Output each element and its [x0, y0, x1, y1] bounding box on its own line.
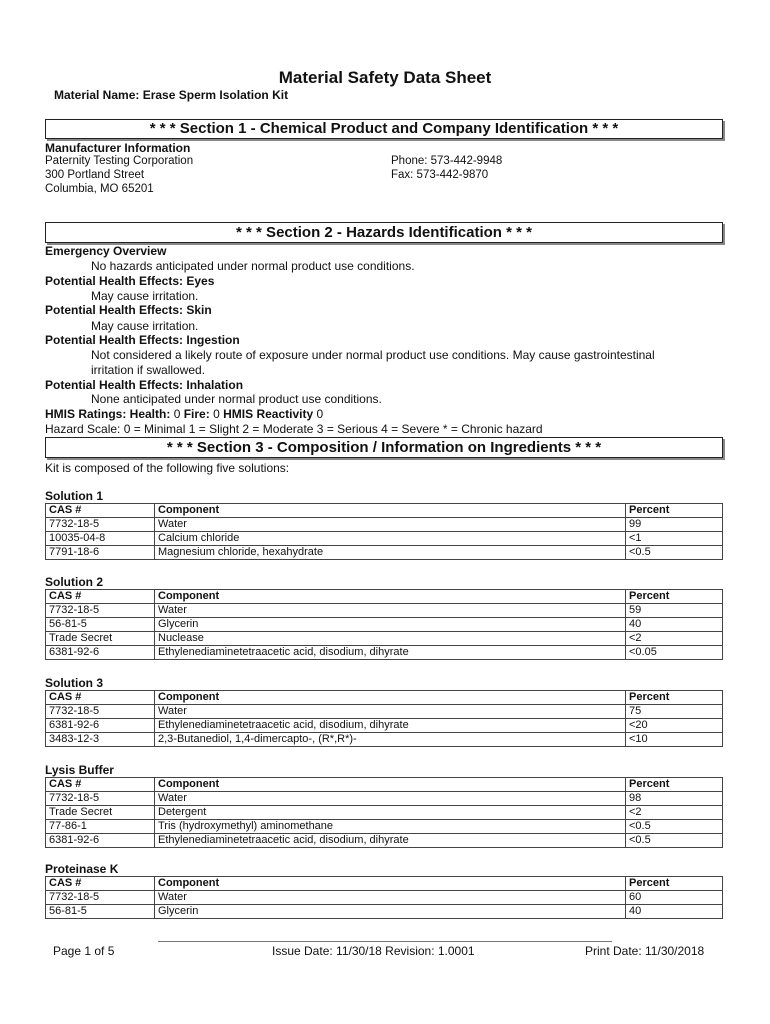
- company-city: Columbia, MO 65201: [45, 183, 154, 195]
- solution-title: Solution 3: [45, 676, 103, 690]
- component-cell: Tris (hydroxymethyl) aminomethane: [155, 820, 626, 834]
- component-cell: Ethylenediaminetetraacetic acid, disodium, dihyrate: [155, 719, 626, 733]
- percent-cell: 40: [626, 905, 723, 919]
- table-row: [46, 834, 723, 848]
- percent-header: Percent: [626, 778, 723, 792]
- cas-header: CAS #: [46, 504, 155, 518]
- cas-cell: Trade Secret: [46, 632, 155, 646]
- table-row: [46, 632, 723, 646]
- cas-header: CAS #: [46, 590, 155, 604]
- cas-cell: 3483-12-3: [46, 733, 155, 747]
- component-header: Component: [155, 590, 626, 604]
- cas-cell: Trade Secret: [46, 806, 155, 820]
- issue-date: Issue Date: 11/30/18 Revision: 1.0001: [272, 944, 475, 958]
- table-row: [46, 820, 723, 834]
- cas-cell: 7732-18-5: [46, 891, 155, 905]
- component-cell: Detergent: [155, 806, 626, 820]
- hmis-health-value: 0: [173, 407, 181, 421]
- percent-cell: <2: [626, 806, 723, 820]
- hmis-health-label: HMIS Ratings: Health:: [45, 407, 171, 421]
- table-row: [46, 905, 723, 919]
- table-header-row: [46, 877, 723, 891]
- hmis-fire-label: Fire:: [183, 407, 210, 421]
- cas-header: CAS #: [46, 691, 155, 705]
- composition-table: [45, 503, 723, 560]
- table-header-row: [46, 778, 723, 792]
- cas-header: CAS #: [46, 877, 155, 891]
- percent-cell: <1: [626, 532, 723, 546]
- cas-cell: 10035-04-8: [46, 532, 155, 546]
- percent-cell: 98: [626, 792, 723, 806]
- percent-cell: <20: [626, 719, 723, 733]
- inhalation-text: None anticipated under normal product use conditions.: [91, 392, 382, 406]
- percent-cell: <0.5: [626, 546, 723, 560]
- cas-cell: 77-86-1: [46, 820, 155, 834]
- component-header: Component: [155, 691, 626, 705]
- component-cell: 2,3-Butanediol, 1,4-dimercapto-, (R*,R*)-: [155, 733, 626, 747]
- hazard-scale: Hazard Scale: 0 = Minimal 1 = Slight 2 = Moderate 3 = Serious 4 = Severe * = Chronic hazard: [45, 422, 543, 436]
- footer-divider: [158, 941, 612, 942]
- company-fax: Fax: 573-442-9870: [391, 169, 489, 181]
- hmis-reactivity-value: 0: [316, 407, 324, 421]
- component-cell: Water: [155, 604, 626, 618]
- skin-label: Potential Health Effects: Skin: [45, 303, 212, 317]
- percent-cell: 75: [626, 705, 723, 719]
- component-header: Component: [155, 877, 626, 891]
- percent-cell: 60: [626, 891, 723, 905]
- percent-header: Percent: [626, 691, 723, 705]
- table-row: [46, 705, 723, 719]
- table-row: [46, 719, 723, 733]
- cas-cell: 7732-18-5: [46, 792, 155, 806]
- manufacturer-label: Manufacturer Information: [45, 141, 191, 155]
- page-number: Page 1 of 5: [53, 944, 115, 958]
- composition-table: [45, 876, 723, 919]
- company-name: Paternity Testing Corporation: [45, 155, 194, 167]
- eyes-text: May cause irritation.: [91, 289, 199, 303]
- cas-cell: 56-81-5: [46, 618, 155, 632]
- document-title: Material Safety Data Sheet: [278, 68, 492, 87]
- table-row: [46, 618, 723, 632]
- component-cell: Water: [155, 705, 626, 719]
- component-cell: Water: [155, 792, 626, 806]
- component-cell: Calcium chloride: [155, 532, 626, 546]
- section-2-heading: * * * Section 2 - Hazards Identification * * *: [45, 222, 723, 243]
- percent-cell: 40: [626, 618, 723, 632]
- percent-cell: 59: [626, 604, 723, 618]
- section-3-heading: * * * Section 3 - Composition / Information on Ingredients * * *: [45, 437, 723, 458]
- component-cell: Ethylenediaminetetraacetic acid, disodium, dihyrate: [155, 834, 626, 848]
- hmis-ratings: [45, 407, 323, 421]
- table-row: [46, 733, 723, 747]
- cas-cell: 7732-18-5: [46, 518, 155, 532]
- cas-cell: 7732-18-5: [46, 705, 155, 719]
- component-header: Component: [155, 778, 626, 792]
- table-row: [46, 646, 723, 660]
- company-phone: Phone: 573-442-9948: [391, 155, 503, 167]
- percent-cell: <0.05: [626, 646, 723, 660]
- cas-cell: 56-81-5: [46, 905, 155, 919]
- composition-intro: Kit is composed of the following five solutions:: [45, 461, 290, 475]
- solution-title: Solution 2: [45, 575, 103, 589]
- table-row: [46, 806, 723, 820]
- cas-header: CAS #: [46, 778, 155, 792]
- emergency-overview-text: No hazards anticipated under normal product use conditions.: [91, 259, 415, 273]
- table-row: [46, 518, 723, 532]
- ingestion-text-2: irritation if swallowed.: [91, 363, 206, 377]
- inhalation-label: Potential Health Effects: Inhalation: [45, 378, 244, 392]
- composition-table: [45, 690, 723, 747]
- component-cell: Water: [155, 518, 626, 532]
- cas-cell: 6381-92-6: [46, 646, 155, 660]
- solution-title: Proteinase K: [45, 862, 119, 876]
- table-row: [46, 792, 723, 806]
- table-header-row: [46, 691, 723, 705]
- table-row: [46, 604, 723, 618]
- solution-title: Solution 1: [45, 489, 103, 503]
- cas-cell: 7732-18-5: [46, 604, 155, 618]
- emergency-overview-label: Emergency Overview: [45, 244, 167, 258]
- percent-cell: <2: [626, 632, 723, 646]
- component-header: Component: [155, 504, 626, 518]
- table-row: [46, 546, 723, 560]
- percent-header: Percent: [626, 590, 723, 604]
- percent-header: Percent: [626, 504, 723, 518]
- ingestion-label: Potential Health Effects: Ingestion: [45, 333, 240, 347]
- component-cell: Glycerin: [155, 618, 626, 632]
- component-cell: Nuclease: [155, 632, 626, 646]
- solution-title: Lysis Buffer: [45, 763, 114, 777]
- skin-text: May cause irritation.: [91, 319, 199, 333]
- table-header-row: [46, 590, 723, 604]
- table-row: [46, 891, 723, 905]
- percent-cell: 99: [626, 518, 723, 532]
- material-name: Material Name: Erase Sperm Isolation Kit: [54, 88, 289, 102]
- section-1-heading: * * * Section 1 - Chemical Product and Company Identification * * *: [45, 119, 723, 139]
- hmis-fire-value: 0: [213, 407, 220, 421]
- composition-table: [45, 589, 723, 660]
- component-cell: Water: [155, 891, 626, 905]
- percent-cell: <0.5: [626, 834, 723, 848]
- percent-header: Percent: [626, 877, 723, 891]
- company-street: 300 Portland Street: [45, 169, 145, 181]
- component-cell: Glycerin: [155, 905, 626, 919]
- print-date: Print Date: 11/30/2018: [585, 944, 705, 958]
- cas-cell: 6381-92-6: [46, 834, 155, 848]
- table-header-row: [46, 504, 723, 518]
- hmis-reactivity-label: HMIS Reactivity: [223, 407, 314, 421]
- composition-table: [45, 777, 723, 848]
- percent-cell: <10: [626, 733, 723, 747]
- component-cell: Ethylenediaminetetraacetic acid, disodium, dihyrate: [155, 646, 626, 660]
- cas-cell: 6381-92-6: [46, 719, 155, 733]
- component-cell: Magnesium chloride, hexahydrate: [155, 546, 626, 560]
- cas-cell: 7791-18-6: [46, 546, 155, 560]
- eyes-label: Potential Health Effects: Eyes: [45, 274, 215, 288]
- percent-cell: <0.5: [626, 820, 723, 834]
- ingestion-text-1: Not considered a likely route of exposure under normal product use conditions. May cause gastrointestinal: [91, 348, 655, 362]
- table-row: [46, 532, 723, 546]
